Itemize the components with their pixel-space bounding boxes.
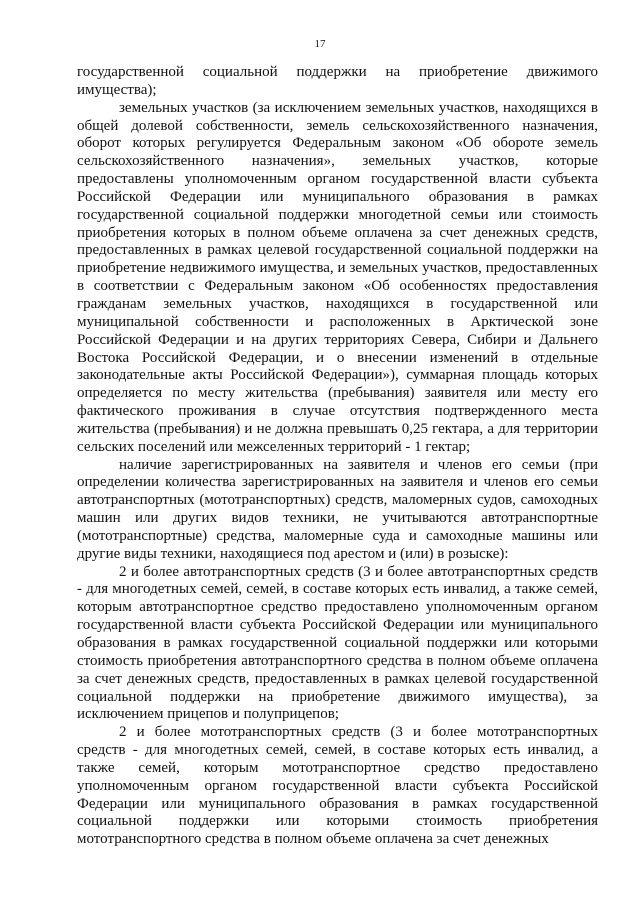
paragraph-auto-vehicles: 2 и более автотранспортных средств (3 и более автотранспортных средств - для многодетных семей, семей, в составе которых есть инвалид, а также семей, которым автотранспортное средство предоставлено уполномоченным органом государственной власти субъекта Российской Федерации или муниципального образования в рамках государственной социальной поддержки или которыми стоимость приобретения автотранспортного средства в полном объеме оплачена за счет денежных средств, предоставленных в рамках целевой государственной социальной поддержки на приобретение движимого имущества), за исключением прицепов и полуприцепов; xyxy=(77,563,598,723)
paragraph-moto-vehicles: 2 и более мототранспортных средств (3 и более мототранспортных средств - для многодетных семей, семей, в составе которых есть инвалид, а также семей, которым мототранспортное средство предоставлено уполномоченным органом государственной власти субъекта Российской Федерации или муниципального образования в рамках государственной социальной поддержки или которыми стоимость приобретения мототранспортного средства в полном объеме оплачена за счет денежных xyxy=(77,724,598,848)
paragraph-continuation: государственной социальной поддержки на приобретение движимого имущества); xyxy=(77,64,598,98)
page-number: 17 xyxy=(314,38,326,50)
paragraph-registered-vehicles: наличие зарегистрированных на заявителя и членов его семьи (при определении количества зарегистрированных на заявителя и членов его семьи автотранспортных (мототранспортных) средств, маломерных судов, самоходных машин или других видов техники, не учитываются автотранспортные (мототранспортные) средства, маломерные суда и самоходные машины или другие виды техники, находящиеся под арестом и (или) в розыске): xyxy=(77,456,598,562)
document-body xyxy=(77,64,598,849)
paragraph-land-plots: земельных участков (за исключением земельных участков, находящихся в общей долевой собственности, земель сельскохозяйственного назначения, оборот которых регулируется Федеральным законом «Об обороте земель сельскохозяйственного назначения», земельных участков, которые предоставлены уполномоченным органом государственной власти субъекта Российской Федерации или муниципального образования в рамках государственной социальной поддержки многодетной семьи или стоимость приобретения которых в полном объеме оплачена за счет денежных средств, предоставленных в рамках целевой государственной социальной поддержки на приобретение недвижимого имущества, и земельных участков, предоставленных в соответствии с Федеральным законом «Об особенностях предоставления гражданам земельных участков, находящихся в государственной или муниципальной собственности и расположенных в Арктической зоне Российской Федерации и на других территориях Севера, Сибири и Дальнего Востока Российской Федерации, и о внесении изменений в отдельные законодательные акты Российской Федерации»), суммарная площадь которых определяется по месту жительства (пребывания) заявителя или месту его фактического проживания в случае отсутствия подтвержденного места жительства (пребывания) и не должна превышать 0,25 гектара, а для территории сельских поселений или межселенных территорий - 1 гектар; xyxy=(77,99,598,455)
